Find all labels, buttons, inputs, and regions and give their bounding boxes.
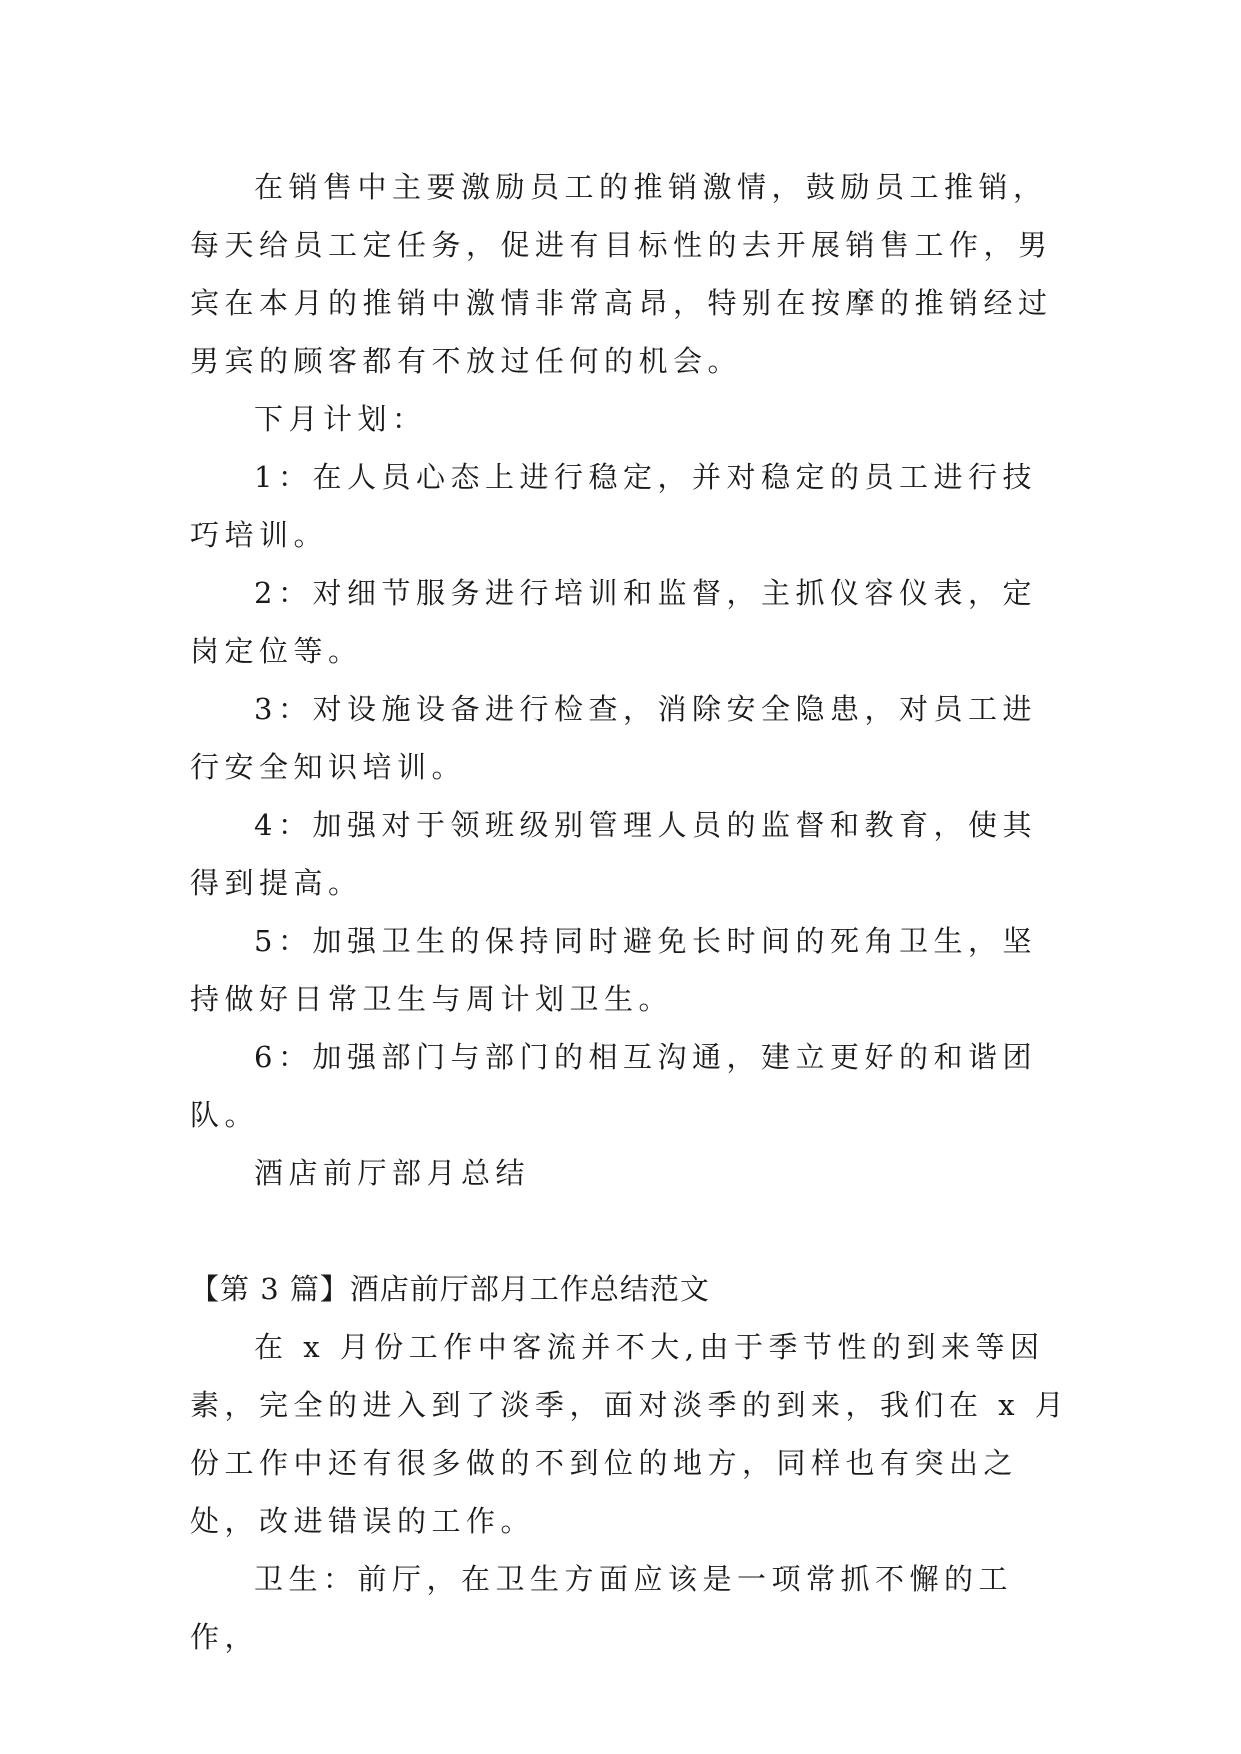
plan-item-2: 2：对细节服务进行培训和监督，主抓仪容仪表，定岗定位等。 xyxy=(190,576,1037,668)
paragraph-sales-motivation: 在销售中主要激励员工的推销激情，鼓励员工推销，每天给员工定任务，促进有目标性的去开展销售工作，男宾在本月的推销中激情非常高昂，特别在按摩的推销经过男宾的顾客都有不放过任何的机会。 xyxy=(190,170,1053,378)
plan-item-4: 4：加强对于领班级别管理人员的监督和教育，使其得到提高。 xyxy=(190,808,1037,900)
paragraph-next-month-plan-title: 下月计划： xyxy=(254,402,427,436)
paragraph-hygiene: 卫生：前厅，在卫生方面应该是一项常抓不懈的工作， xyxy=(190,1562,1014,1654)
section-spacer xyxy=(190,1202,1070,1260)
plan-item-3: 3：对设施设备进行检查，消除安全隐患，对员工进行安全知识培训。 xyxy=(190,692,1037,784)
plan-item-5: 5：加强卫生的保持同时避免长时间的死角卫生，坚持做好日常卫生与周计划卫生。 xyxy=(190,924,1037,1016)
paragraph-summary-label: 酒店前厅部月总结 xyxy=(254,1156,531,1190)
plan-item-6: 6：加强部门与部门的相互沟通，建立更好的和谐团队。 xyxy=(190,1040,1037,1132)
plan-item-1: 1：在人员心态上进行稳定，并对稳定的员工进行技巧培训。 xyxy=(190,460,1037,552)
paragraph-off-season: 在 x 月份工作中客流并不大,由于季节性的到来等因素，完全的进入到了淡季，面对淡季的到来，我们在 x 月份工作中还有很多做的不到位的地方，同样也有突出之处，改进错误的工作。 xyxy=(190,1330,1070,1538)
document-body xyxy=(190,158,1070,1666)
section-heading: 【第 3 篇】酒店前厅部月工作总结范文 xyxy=(190,1272,710,1306)
